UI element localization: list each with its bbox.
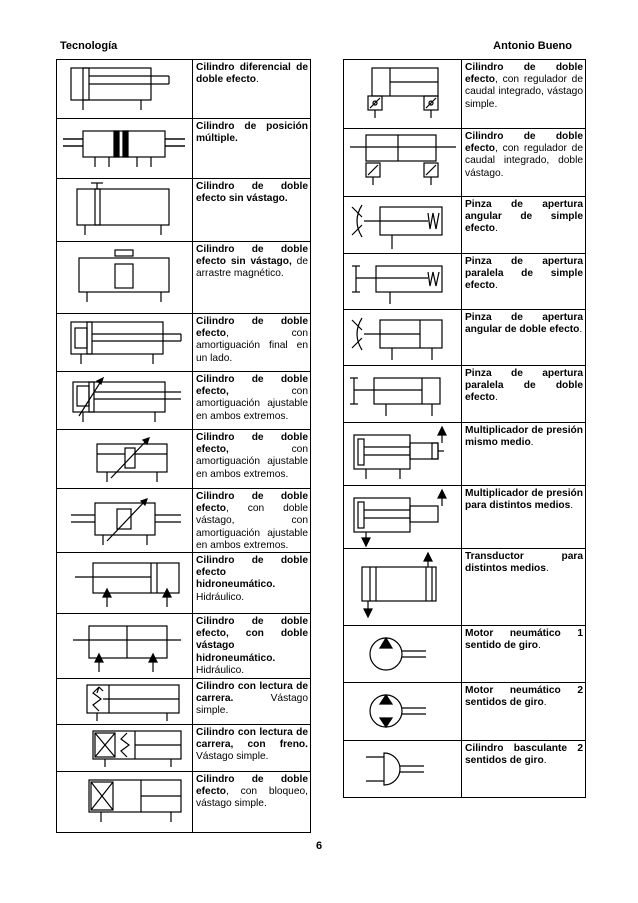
flow-regulator-double-rod-symbol [344, 129, 460, 196]
description-cell: Cilindro de doble efecto, con amortiguación final en un lado. [193, 314, 311, 372]
description-cell: Cilindro con lectura de carrera, con freno. Vástago simple. [193, 725, 311, 772]
description-cell: Cilindro de doble efecto sin vástago, de arrastre magnético. [193, 242, 311, 314]
description-cell: Cilindro de doble efecto hidroneumático. Hidráulico. [193, 553, 311, 614]
stroke-reading-brake-cylinder-symbol [57, 725, 191, 771]
description-cell: Cilindro de doble efecto sin vástago. [193, 179, 311, 242]
description-cell: Cilindro con lectura de carrera. Vástago simple. [193, 679, 311, 725]
table-row [57, 314, 311, 372]
symbol-cell [57, 679, 193, 725]
symbol-cell [57, 489, 193, 553]
symbol-cell [344, 129, 462, 197]
page-number: 6 [315, 840, 323, 852]
symbol-cell [344, 549, 462, 626]
description-cell: Cilindro de doble efecto, con doble vástago hidroneumático. Hidráulico. [193, 614, 311, 679]
symbol-cell [57, 725, 193, 772]
flow-regulator-cylinder-symbol [344, 60, 460, 128]
table-row [57, 60, 311, 119]
table-row [344, 197, 586, 254]
multiposition-cylinder-symbol [57, 119, 191, 178]
table-row [57, 725, 311, 772]
description-cell: Motor neumático 1 sentido de giro. [462, 626, 586, 683]
double-rod-cushion-cylinder-symbol [57, 489, 191, 552]
symbol-cell [57, 179, 193, 242]
symbol-cell [344, 254, 462, 310]
cushioned-cylinder-symbol [57, 314, 191, 371]
pneumatic-motor-two-directions-symbol [344, 683, 460, 740]
header-right: Antonio Bueno [493, 40, 572, 52]
symbol-cell [344, 683, 462, 741]
description-cell: Cilindro de doble efecto, con regulador de caudal integrado, vástago simple. [462, 60, 586, 129]
symbol-cell [344, 310, 462, 366]
angular-gripper-double-acting-symbol [344, 310, 460, 365]
description-cell: Pinza de apertura paralela de simple efecto. [462, 254, 586, 310]
double-rod-hydropneumatic-cylinder-symbol [57, 614, 191, 678]
rotary-actuator-symbol [344, 741, 460, 797]
symbol-cell [57, 553, 193, 614]
table-row [57, 242, 311, 314]
description-cell: Motor neumático 2 sentidos de giro. [462, 683, 586, 741]
table-row [344, 366, 586, 423]
symbol-cell [344, 486, 462, 549]
description-cell: Cilindro de posición múltiple. [193, 119, 311, 179]
table-row [344, 60, 586, 129]
description-cell: Cilindro de doble efecto, con bloqueo, vástago simple. [193, 772, 311, 833]
table-row [344, 486, 586, 549]
magnetic-rodless-cylinder-symbol [57, 242, 191, 313]
symbol-cell [57, 772, 193, 833]
description-cell: Cilindro basculante 2 sentidos de giro. [462, 741, 586, 798]
symbol-cell [57, 314, 193, 372]
description-cell: Cilindro de doble efecto, con amortiguación ajustable en ambos extremos. [193, 430, 311, 489]
table-row [57, 119, 311, 179]
hydropneumatic-cylinder-symbol [57, 553, 191, 613]
angular-gripper-single-acting-symbol [344, 197, 460, 253]
table-row [344, 423, 586, 486]
table-row [344, 129, 586, 197]
table-row [57, 430, 311, 489]
description-cell: Multiplicador de presión mismo medio. [462, 423, 586, 486]
pressure-multiplier-same-medium-symbol [344, 423, 460, 485]
right-symbol-table [343, 59, 586, 798]
parallel-gripper-single-acting-symbol [344, 254, 460, 309]
symbol-cell [344, 366, 462, 423]
table-row [57, 679, 311, 725]
table-row [344, 549, 586, 626]
symbol-cell [57, 242, 193, 314]
table-row [344, 741, 586, 798]
table-row [57, 772, 311, 833]
symbol-cell [344, 741, 462, 798]
description-cell: Pinza de apertura angular de simple efecto. [462, 197, 586, 254]
left-symbol-table [56, 59, 311, 833]
description-cell: Cilindro de doble efecto, con amortiguación ajustable en ambos extremos. [193, 372, 311, 430]
adjustable-cushion-cylinder-symbol [57, 430, 191, 488]
symbol-cell [57, 60, 193, 119]
symbol-cell [344, 626, 462, 683]
table-row [344, 626, 586, 683]
table-row [344, 310, 586, 366]
table-row [57, 614, 311, 679]
transducer-symbol [344, 549, 460, 625]
table-row [344, 254, 586, 310]
symbol-cell [344, 423, 462, 486]
parallel-gripper-double-acting-symbol [344, 366, 460, 422]
table-row [57, 179, 311, 242]
differential-cylinder-symbol [57, 60, 191, 118]
symbol-cell [57, 372, 193, 430]
symbol-cell [344, 197, 462, 254]
description-cell: Cilindro diferencial de doble efecto. [193, 60, 311, 119]
header-left: Tecnología [60, 40, 118, 52]
description-cell: Transductor para distintos medios. [462, 549, 586, 626]
table-row [57, 553, 311, 614]
symbol-cell [344, 60, 462, 129]
stroke-reading-cylinder-symbol [57, 679, 191, 724]
rodless-cylinder-symbol [57, 179, 191, 241]
pressure-multiplier-different-media-symbol [344, 486, 460, 548]
description-cell: Pinza de apertura paralela de doble efecto. [462, 366, 586, 423]
description-cell: Cilindro de doble efecto, con doble vástago, con amortiguación ajustable en ambos extremos. [193, 489, 311, 553]
description-cell: Pinza de apertura angular de doble efecto. [462, 310, 586, 366]
adjustable-cushion-cylinder-symbol [57, 372, 191, 429]
table-row [57, 372, 311, 430]
symbol-cell [57, 430, 193, 489]
description-cell: Cilindro de doble efecto, con regulador de caudal integrado, doble vástago. [462, 129, 586, 197]
description-cell: Multiplicador de presión para distintos medios. [462, 486, 586, 549]
symbol-cell [57, 614, 193, 679]
pneumatic-motor-one-direction-symbol [344, 626, 460, 682]
locking-cylinder-symbol [57, 772, 191, 832]
table-row [344, 683, 586, 741]
symbol-cell [57, 119, 193, 179]
table-row [57, 489, 311, 553]
